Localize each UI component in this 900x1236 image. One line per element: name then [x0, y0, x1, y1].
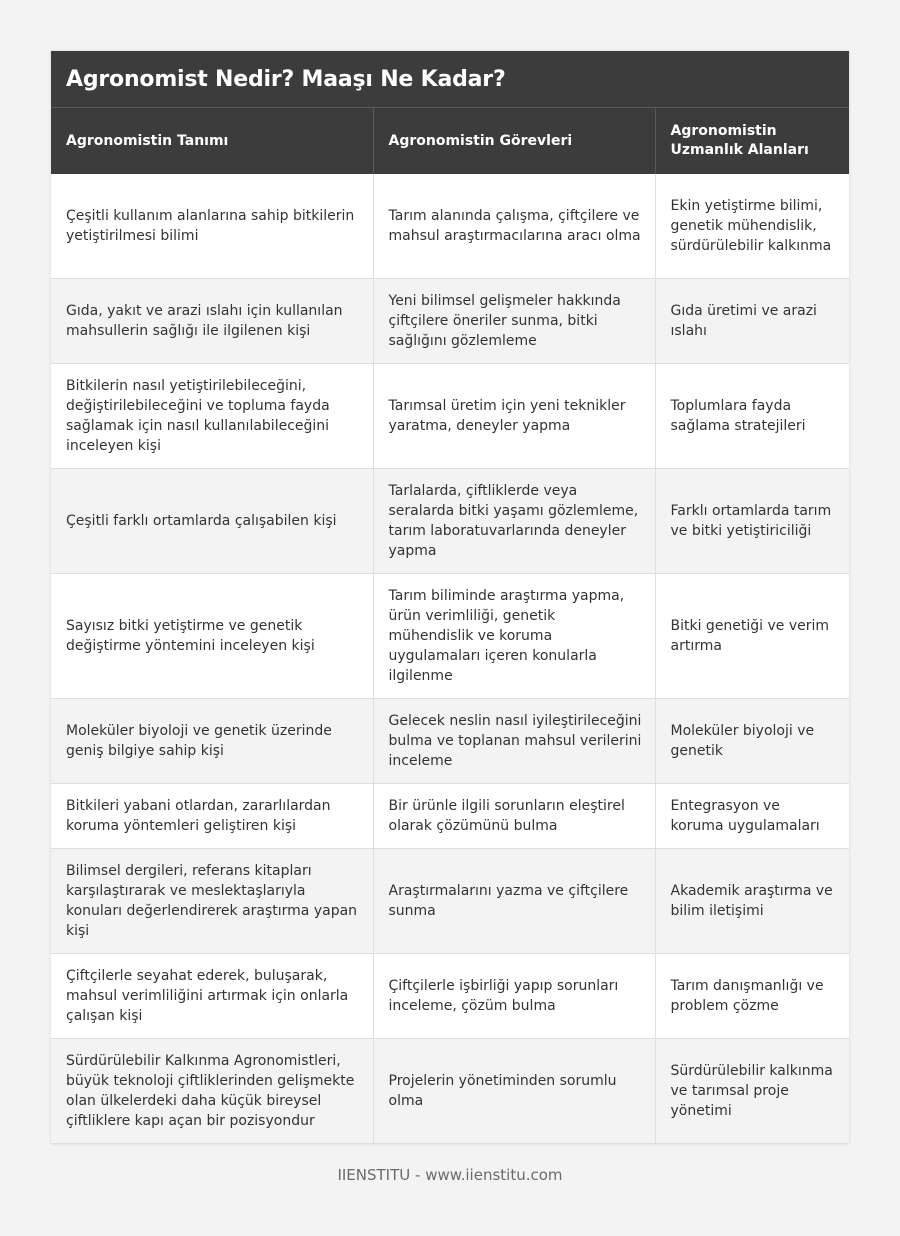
footer-credit: IIENSTITU - www.iienstitu.com: [337, 1166, 563, 1184]
cell-tanim: Bilimsel dergileri, referans kitapları karşılaştırarak ve meslektaşlarıyla konuları değerlendirerek araştırma yapan kişi: [51, 848, 373, 953]
table-row: [51, 468, 849, 573]
cell-uzmanlik: Farklı ortamlarda tarım ve bitki yetiştiriciliği: [655, 468, 849, 573]
table-row: [51, 848, 849, 953]
cell-tanim: Sürdürülebilir Kalkınma Agronomistleri, büyük teknoloji çiftliklerinden gelişmekte olan ülkelerdeki daha küçük bireysel çiftliklere kapı açan bir pozisyondur: [51, 1038, 373, 1143]
table-row: [51, 1038, 849, 1143]
cell-gorev: Tarım alanında çalışma, çiftçilere ve mahsul araştırmacılarına aracı olma: [373, 174, 655, 278]
cell-tanim: Çiftçilerle seyahat ederek, buluşarak, mahsul verimliliğini artırmak için onlarla çalışan kişi: [51, 953, 373, 1038]
page-title: Agronomist Nedir? Maaşı Ne Kadar?: [66, 66, 506, 92]
cell-uzmanlik: Ekin yetiştirme bilimi, genetik mühendislik, sürdürülebilir kalkınma: [655, 174, 849, 278]
header-uzmanlik: Agronomistin Uzmanlık Alanları: [655, 108, 849, 174]
cell-uzmanlik: Moleküler biyoloji ve genetik: [655, 698, 849, 783]
cell-gorev: Yeni bilimsel gelişmeler hakkında çiftçilere öneriler sunma, bitki sağlığını gözlemleme: [373, 278, 655, 363]
cell-tanim: Sayısız bitki yetiştirme ve genetik değiştirme yöntemini inceleyen kişi: [51, 573, 373, 698]
cell-gorev: Tarlalarda, çiftliklerde veya seralarda bitki yaşamı gözlemleme, tarım laboratuvarlarında deneyler yapma: [373, 468, 655, 573]
table-row: [51, 573, 849, 698]
agronomist-table: [51, 108, 849, 1144]
cell-uzmanlik: Akademik araştırma ve bilim iletişimi: [655, 848, 849, 953]
cell-uzmanlik: Tarım danışmanlığı ve problem çözme: [655, 953, 849, 1038]
cell-tanim: Bitkileri yabani otlardan, zararlılardan koruma yöntemleri geliştiren kişi: [51, 783, 373, 848]
table-row: [51, 363, 849, 468]
cell-uzmanlik: Entegrasyon ve koruma uygulamaları: [655, 783, 849, 848]
cell-uzmanlik: Toplumlara fayda sağlama stratejileri: [655, 363, 849, 468]
table-row: [51, 698, 849, 783]
cell-uzmanlik: Bitki genetiği ve verim artırma: [655, 573, 849, 698]
cell-gorev: Araştırmalarını yazma ve çiftçilere sunma: [373, 848, 655, 953]
cell-tanim: Çeşitli kullanım alanlarına sahip bitkilerin yetiştirilmesi bilimi: [51, 174, 373, 278]
cell-gorev: Bir ürünle ilgili sorunların eleştirel olarak çözümünü bulma: [373, 783, 655, 848]
cell-gorev: Tarımsal üretim için yeni teknikler yaratma, deneyler yapma: [373, 363, 655, 468]
table-header-row: [51, 108, 849, 174]
cell-gorev: Projelerin yönetiminden sorumlu olma: [373, 1038, 655, 1143]
table-row: [51, 174, 849, 278]
table-row: [51, 783, 849, 848]
cell-uzmanlik: Gıda üretimi ve arazi ıslahı: [655, 278, 849, 363]
cell-gorev: Tarım biliminde araştırma yapma, ürün verimliliği, genetik mühendislik ve koruma uygulamaları içeren konularla ilgilenme: [373, 573, 655, 698]
cell-tanim: Bitkilerin nasıl yetiştirilebileceğini, değiştirilebileceğini ve topluma fayda sağlamak için nasıl kullanılabileceğini inceleyen kişi: [51, 363, 373, 468]
header-tanim: Agronomistin Tanımı: [51, 108, 373, 174]
cell-gorev: Çiftçilerle işbirliği yapıp sorunları inceleme, çözüm bulma: [373, 953, 655, 1038]
cell-tanim: Moleküler biyoloji ve genetik üzerinde geniş bilgiye sahip kişi: [51, 698, 373, 783]
cell-tanim: Gıda, yakıt ve arazi ıslahı için kullanılan mahsullerin sağlığı ile ilgilenen kişi: [51, 278, 373, 363]
agronomist-table-card: [51, 51, 849, 1144]
table-row: [51, 953, 849, 1038]
cell-gorev: Gelecek neslin nasıl iyileştirileceğini bulma ve toplanan mahsul verilerini inceleme: [373, 698, 655, 783]
cell-tanim: Çeşitli farklı ortamlarda çalışabilen kişi: [51, 468, 373, 573]
cell-uzmanlik: Sürdürülebilir kalkınma ve tarımsal proje yönetimi: [655, 1038, 849, 1143]
header-gorev: Agronomistin Görevleri: [373, 108, 655, 174]
table-row: [51, 278, 849, 363]
title-bar: [51, 51, 849, 108]
